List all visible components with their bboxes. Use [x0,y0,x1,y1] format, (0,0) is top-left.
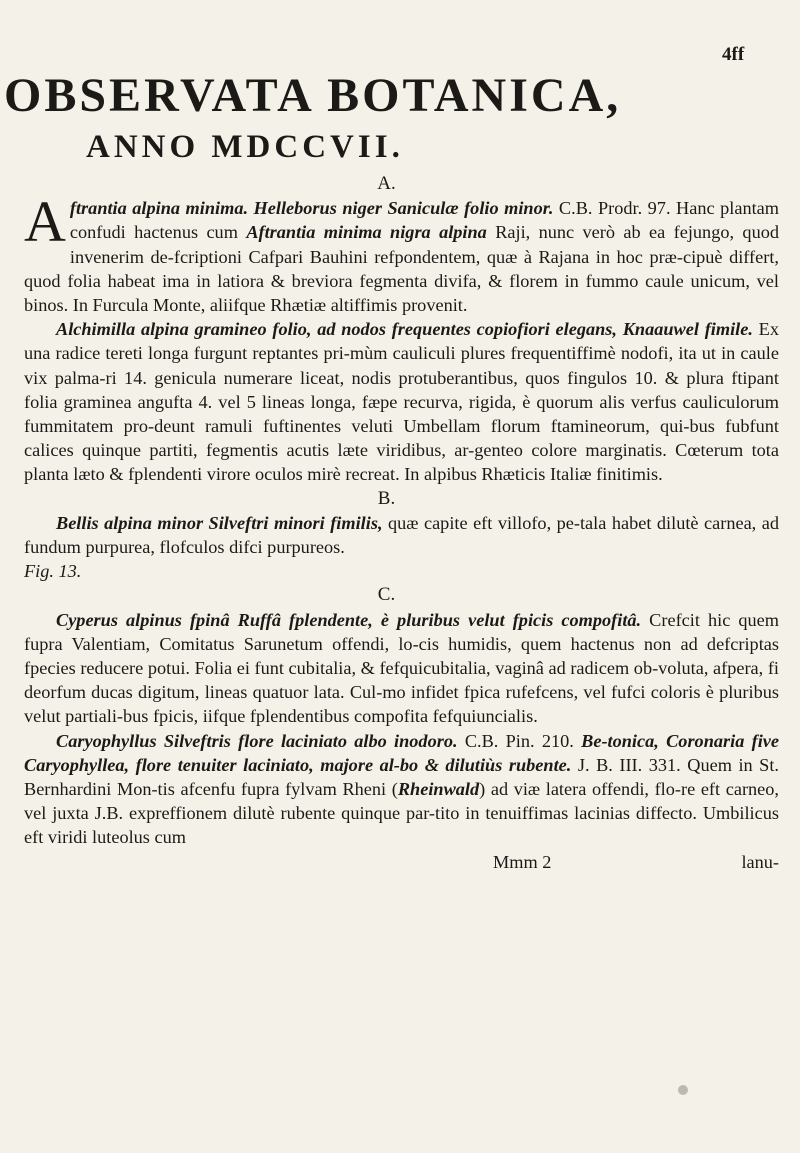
signature-mark: Mmm 2 [493,851,552,872]
place-name: Rheinwald [397,779,480,800]
plant-name: ftrantia alpina minima. Helleborus niger Saniculæ folio minor. [69,198,554,219]
page-title: OBSERVATA BOTANICA, [4,69,622,122]
plant-name: Bellis alpina minor Silveftri minori fimilis, [56,512,383,533]
plant-name: Caryophyllus Silveftris flore laciniato albo inodoro. [56,730,458,751]
section-letter-c: C. [377,584,396,606]
paragraph-astrantia: Aftrantia alpina minima. Helleborus niger Saniculæ folio minor. C.B. Prodr. 97. Hanc plantam confudi hactenus cum Aftrantia minima nigra alpina Raji, nunc verò ab ea fejungo, quod invenerim de-fcriptioni Cafpari Bauhini refpondentem, quæ à Rajana in hoc præ-cipuè differt, quod folia habeat ima in latiora & breviora fegmenta divifa, & florem in fummo caule unicum, vel binos. In Furcula Monte, aliifque Rhætiæ altiffimis provenit. [24,189,780,316]
plant-name: Alchimilla alpina gramineo folio, ad nodos frequentes copiofiori elegans, Knaauwel fimile. [56,319,753,340]
paragraph-alchimilla: Alchimilla alpina gramineo folio, ad nodos frequentes copiofiori elegans, Knaauwel fimile. Ex una radice tereti longa furgunt reptantes pri-mùm cauliculi plures frequentiffimè nodofi, ita ut in caule vix palma-ri 14. genicula numerare liceat, nodis protuberantibus, quos fingulos 10. & plura ftipant folia graminea angufta 4. vel 5 lineas longa, fæpe recurva, rigida, è quorum alis verfus cauliculorum fummitatem pro-deunt ramuli fuftinentes veluti Umbellam florum ftamineorum, qui-bus fubfunt calices quinque partiti, fegmentis acutis læte viridibus, ar-genteo colore marginatis. Cœterum tota planta læto & fplendenti virore oculos mirè recreat. In alpibus Rhæticis Italiæ finitimis. [24,319,779,485]
paragraph-caryophyllus: Caryophyllus Silveftris flore laciniato albo inodoro. C.B. Pin. 210. Be-tonica, Coronaria five Caryophyllea, flore tenuiter laciniato, majore al-bo & dilutiùs rubente. J. B. III. 331. Quem in St. Bernhardini Mon-tis afcenfu fupra fylvam Rheni (Rheinwald) ad viæ latera offendi, flo-re eft carneo, vel juxta J.B. expreffionem dilutè rubente quinque par-tito in tenuiffimas lacinias diffecto. Umbilicus eft viridi luteolus cum [24,730,780,848]
page-subtitle: ANNO MDCCVII. [86,129,404,165]
text-body [24,172,779,874]
paragraph-cyperus: Cyperus alpinus fpinâ Ruffâ fplendente, è pluribus velut fpicis compofitâ. Crefcit hic quem fupra Valentiam, Comitatus Sarunetum offendi, lo-cis humidis, quem hactenus non ad defcriptas fpecies reducere potui. Folia ei funt cubitalia, & fefquicubitalia, vaginâ ad radicem ob-voluta, afpera, fi deorfum ducas digitum, lineas quatuor lata. Cul-mo infidet fpica rufefcens, vel fufci coloris è pluribus velut partiali-bus fpicis, iifque fplendentibus compofita fefquiuncialis. [24,609,779,727]
paragraph-bellis: Bellis alpina minor Silveftri minori fimilis, quæ capite eft villofo, pe-tala habet dilutè carnea, ad fundum purpurea, flofculos difci purpureos. [24,512,779,558]
paper-spot [678,1085,688,1095]
page-footer [24,850,779,874]
plant-reference: Aftrantia minima nigra alpina [246,222,487,243]
drop-cap: A [24,189,66,255]
section-letter-b: B. [377,487,396,509]
plant-name: Cyperus alpinus fpinâ Ruffâ fplendente, è pluribus velut fpicis compofitâ. [56,609,642,630]
section-letter-a: A. [377,173,396,194]
page-folio: 4ff [722,44,745,65]
catchword: lanu- [741,851,779,872]
figure-reference: Fig. 13. [24,561,82,582]
plant-name-alt: Be-tonica, Coronaria five Caryophyllea, flore tenuiter laciniato, majore al-bo & dilutiùs rubente. [24,730,780,775]
